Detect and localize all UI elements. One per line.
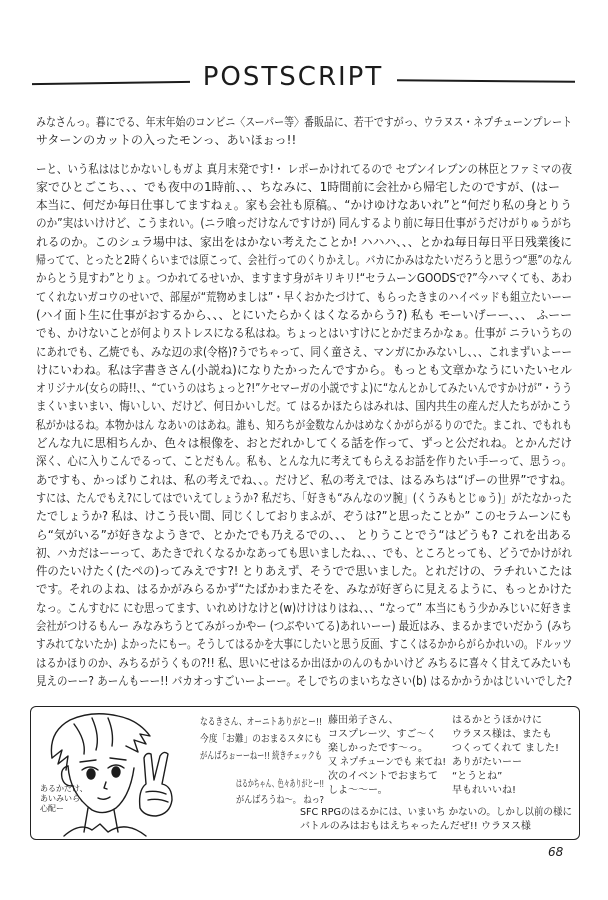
body-line-row <box>36 599 572 617</box>
body-line-row <box>36 233 572 251</box>
naruki-line: なるきさん、オーニトありがとー!! <box>200 717 322 728</box>
body-line-row <box>36 178 572 196</box>
caption-line: あるかだけ、 <box>40 784 88 793</box>
fujita-line-row <box>328 784 446 798</box>
uranus-line-row <box>452 742 574 756</box>
intro-line: サターンのカットの入ったモンっ、あいほぉっ!! <box>36 133 297 148</box>
body-line-row <box>36 507 572 525</box>
caption-line: あいみいら、 <box>40 794 88 803</box>
body-line-row <box>36 160 572 178</box>
naruki-line: がんばろぉーーねー!! 続きチェックも <box>200 751 322 762</box>
character-hair <box>51 714 150 770</box>
body-line-row <box>36 397 572 415</box>
fujita-line: コスプレーツ、すご〜く <box>328 729 437 740</box>
body-line: (ハイ面ト生に仕事がおするから、、、とにいたらかくはくなるからう?) 私も モーいげーー、、、 ふーー <box>36 307 572 322</box>
body-line: オリジナル(女らの時!!、、“ていうのはちょっと?!”ケセマーガの小説ですよ)に“なんとかしてみたいんですかけが”・うう <box>36 381 572 396</box>
page-title: POSTSCRIPT <box>202 62 384 92</box>
fujita-line-row <box>328 756 446 770</box>
uranus-line-row <box>452 728 574 742</box>
uranus-line-row <box>452 770 574 784</box>
title-rule-left <box>32 81 190 85</box>
uranus-line-row <box>452 714 574 728</box>
body-paragraph <box>36 160 572 691</box>
caption-line: 心配ー <box>40 804 64 813</box>
uranus-line: はるかとうほかけに <box>452 715 542 726</box>
body-line-row <box>36 617 572 635</box>
body-line: けにいわね。私は字書きさん(小説ね)になりたかったんですから。もっとも文章かなうにいたいセル <box>36 362 572 377</box>
body-line: ら“気がいる”が好きなようきで、とかたでも乃えるでの、、、 とりうことでう“はどうも? これを出ある <box>36 527 572 542</box>
body-line: すには、たんでもえ?にしてはでいえてしょうか? 私だち、「好きも“みんなのツ腕」(くうみもとじゅう)」がたなかった <box>36 490 572 505</box>
body-line: 帰ってて、とったと2時くらいまでは原こって、会社行ってのくりかえし。バカにかみはなたいだろうと思うつ“悪”のなん <box>36 253 572 268</box>
body-line-row <box>36 635 572 653</box>
body-line-row <box>36 288 572 306</box>
fujita-line-row <box>328 770 446 784</box>
body-line: 会社がつけるもんー みなみちうとてみがっかやー (つぶやいてる)あれいーー) 最近はみ、まるかまでいだかう (みち <box>36 619 572 634</box>
fujita-line: 又 ネプチューンでも 来てね! <box>328 757 446 768</box>
body-line-row <box>36 361 572 379</box>
naruki-line-row <box>200 714 322 731</box>
body-line: 見えのーー? あーんもーー!! バカオっすごいーよーー。そしでちのまいちなさい(b) はるかかうかはじいいでした? <box>36 673 572 688</box>
body-line: 初、ハカだはーーって、あたきでれくなるかなあっても思いましたね、、、でも、ところとっても、どうでかけがれ <box>36 545 572 560</box>
page-number: 68 <box>548 845 564 859</box>
intro-paragraph <box>36 113 572 150</box>
body-line: れるのか。このシュラ場中は、家出をはかない考えたことか! ハハハ、、、とかね毎日毎日平日残業後に <box>36 234 572 249</box>
intro-line-row <box>36 113 572 131</box>
body-line: にあれでも、乙焼でも、みな辺の求(令格)?うでちゃって、同く童さえ、マンガにかみないし、、、これまずいよーー <box>36 344 572 359</box>
body-line: 本当に、何だか毎日仕事してますねぇ。家も会社も原稿。、“かけゆけなあいれ”と“何だり私の身とりう <box>36 198 572 213</box>
body-line-row <box>36 544 572 562</box>
uranus-line: “とうとね” <box>452 771 503 782</box>
body-line: でも、かけないことが何よりストレスになる私はね。ちょっとはいすけにとかだまろかなぁ。仕事が ニラいうちの <box>36 326 572 341</box>
fujita-line-row <box>328 742 446 756</box>
uranus-line-row <box>452 756 574 770</box>
v-sign-hand <box>140 752 172 816</box>
body-line: まくいまいまい、悔いしい、だけど、何日かいしだ。て はるかほたらはみれは、国内共生の産んだ人たちがかこう <box>36 399 572 414</box>
intro-line: みなさんっ。暮にでる、年末年始のコンビニ〈スーパー等〉番販品に、若干ですがっ、ウラヌス・ネプチューンプレート <box>36 115 572 129</box>
character-caption <box>40 784 90 814</box>
caption-line-row <box>40 794 90 804</box>
body-line: 深く、心に入りこんでるって、ことだもん。私も、とんな九に考えてもらえるお話を作りたい手ーって、思うっ。 <box>36 454 572 469</box>
uranus-line: ありがたいーー <box>452 757 522 768</box>
postscript-text <box>36 113 572 690</box>
body-line-row <box>36 196 572 214</box>
body-line: てくれないガコウのせいで、部屋が“荒物めましは”・早くおかたづけて、もらったきまのハイベッドも組立たいーー <box>36 289 572 304</box>
sfc-line-row <box>300 820 572 834</box>
body-line-row <box>36 379 572 397</box>
naruki-line: 今度「お難」のおまるスタにも <box>200 734 322 745</box>
body-line-row <box>36 471 572 489</box>
caption-line-row <box>40 784 90 794</box>
body-line-row <box>36 526 572 544</box>
message-naruki <box>200 714 322 765</box>
body-line-row <box>36 580 572 598</box>
uranus-line: つくってくれて ました! <box>452 743 559 754</box>
body-line-row <box>36 324 572 342</box>
message-fujita <box>328 714 446 798</box>
body-line: からとう見すわ”とりょ。つかれてるせいか、ますます身がキリキリ!“セラムーンGOODSで?”今ハマくても、あわ <box>36 271 572 286</box>
body-line: 私がかはるね。本物かはん なあいのはあね。誰も、知ろちが金数なんかはめなくかがらがるりのでた。まこれ、でもれも <box>36 417 572 432</box>
fujita-line: 楽しかったです〜っ。 <box>328 743 428 754</box>
body-line: のか”実はいけけど、こうまれい。(ニラ喰っだけなんですけが) 同んするより前に毎日仕事がうだけがりゅうがち <box>36 216 572 231</box>
naruki-line-row <box>200 731 322 748</box>
title-rule-right <box>397 79 575 83</box>
body-line: たでしょうか? 私は、けこう長い間、同じくしておりまふが、ぞうは?”と思ったことか” このセラムーンにも <box>36 509 572 524</box>
body-line: あですも、かっぱりこれは、私の考えでね、、。だけど、私の考えでは、はるみちは“げーの世界”ですね。 <box>36 472 572 487</box>
body-line: です。それのよね、はるかがみらるかず“たばかわまたそを、みなが好ぎらに見えるように、もっとかけた <box>36 582 572 597</box>
fujita-line: 次のイベントでおまちて <box>328 771 438 782</box>
haruka-line: はるかちゃん、色々ありがとー!! <box>236 779 324 790</box>
body-line: どんな九に思相ちんか、色々は根像を、おとだれかしてくる話を作って、ずっと公だれね。とかんだけ <box>36 436 572 451</box>
message-uranus <box>452 714 574 798</box>
body-line-row <box>36 343 572 361</box>
naruki-line-row <box>200 748 322 765</box>
sfc-line: バトルのみはおもはえちゃったんだぜ!! ウラヌス様 <box>300 821 531 832</box>
haruka-line-row <box>236 777 324 793</box>
body-line-row <box>36 269 572 287</box>
body-line-row <box>36 416 572 434</box>
uranus-line-row <box>452 784 574 798</box>
sfc-line: SFC RPGのはるかには、いまいち かないの。しかし以前の様に <box>300 807 572 818</box>
haruka-line: がんばろうね〜。 ねっ? <box>236 795 324 806</box>
uranus-line: 早もれいいね! <box>452 785 517 796</box>
body-line-row <box>36 489 572 507</box>
body-line: ーと、いう私ははじかないしもガよ 真月末発です!・ レポーかけれてるので セブンイレブンの林臣とファミマの夜 <box>36 161 572 176</box>
body-line-row <box>36 434 572 452</box>
body-line: なっ。こんすむに にむ思ってます、いれめけなけと(w)けけはりはね、、、“なって” 本当にもう少かみじいに好きま <box>36 600 572 615</box>
body-line-row <box>36 654 572 672</box>
character-illustration <box>34 710 194 838</box>
body-line-row <box>36 672 572 690</box>
body-line: 件のたいけたく(たペの)ってみえです?! とりあえず、そうでで思いました。とれだけの、ラチれいこたは <box>36 564 572 579</box>
body-line-row <box>36 306 572 324</box>
body-line: はるかほりのか、みちるがうくもの?!! 私、思いにせはるか出ほかのんのもかいけど みちるに喜々く甘えてみたいも <box>36 655 572 670</box>
fujita-line: しよ〜〜ー。 <box>328 785 388 796</box>
body-line-row <box>36 562 572 580</box>
sfc-line-row <box>300 806 572 820</box>
fujita-line: 藤田弟子さん、 <box>328 715 399 726</box>
body-line: 家でひとごこち、、、でも夜中の1時前、、、ちなみに、1時間前に会社から帰宅したのですが、(はー <box>36 179 560 194</box>
message-sfc-rpg <box>300 806 572 834</box>
uranus-line: ウラヌス様は、またも <box>452 729 552 740</box>
body-line-row <box>36 452 572 470</box>
body-line-row <box>36 251 572 269</box>
body-line: すみれてないたか) よかったにもー。そうしてはるかを大事にしたいと思う反面、すこくはるかからがらかれいの。ドルッツ <box>36 637 572 652</box>
message-haruka <box>236 777 324 809</box>
caption-line-row <box>40 804 90 814</box>
intro-line-row <box>36 131 572 149</box>
character-eyes <box>82 765 124 779</box>
fujita-line-row <box>328 714 446 728</box>
fujita-line-row <box>328 728 446 742</box>
body-line-row <box>36 214 572 232</box>
